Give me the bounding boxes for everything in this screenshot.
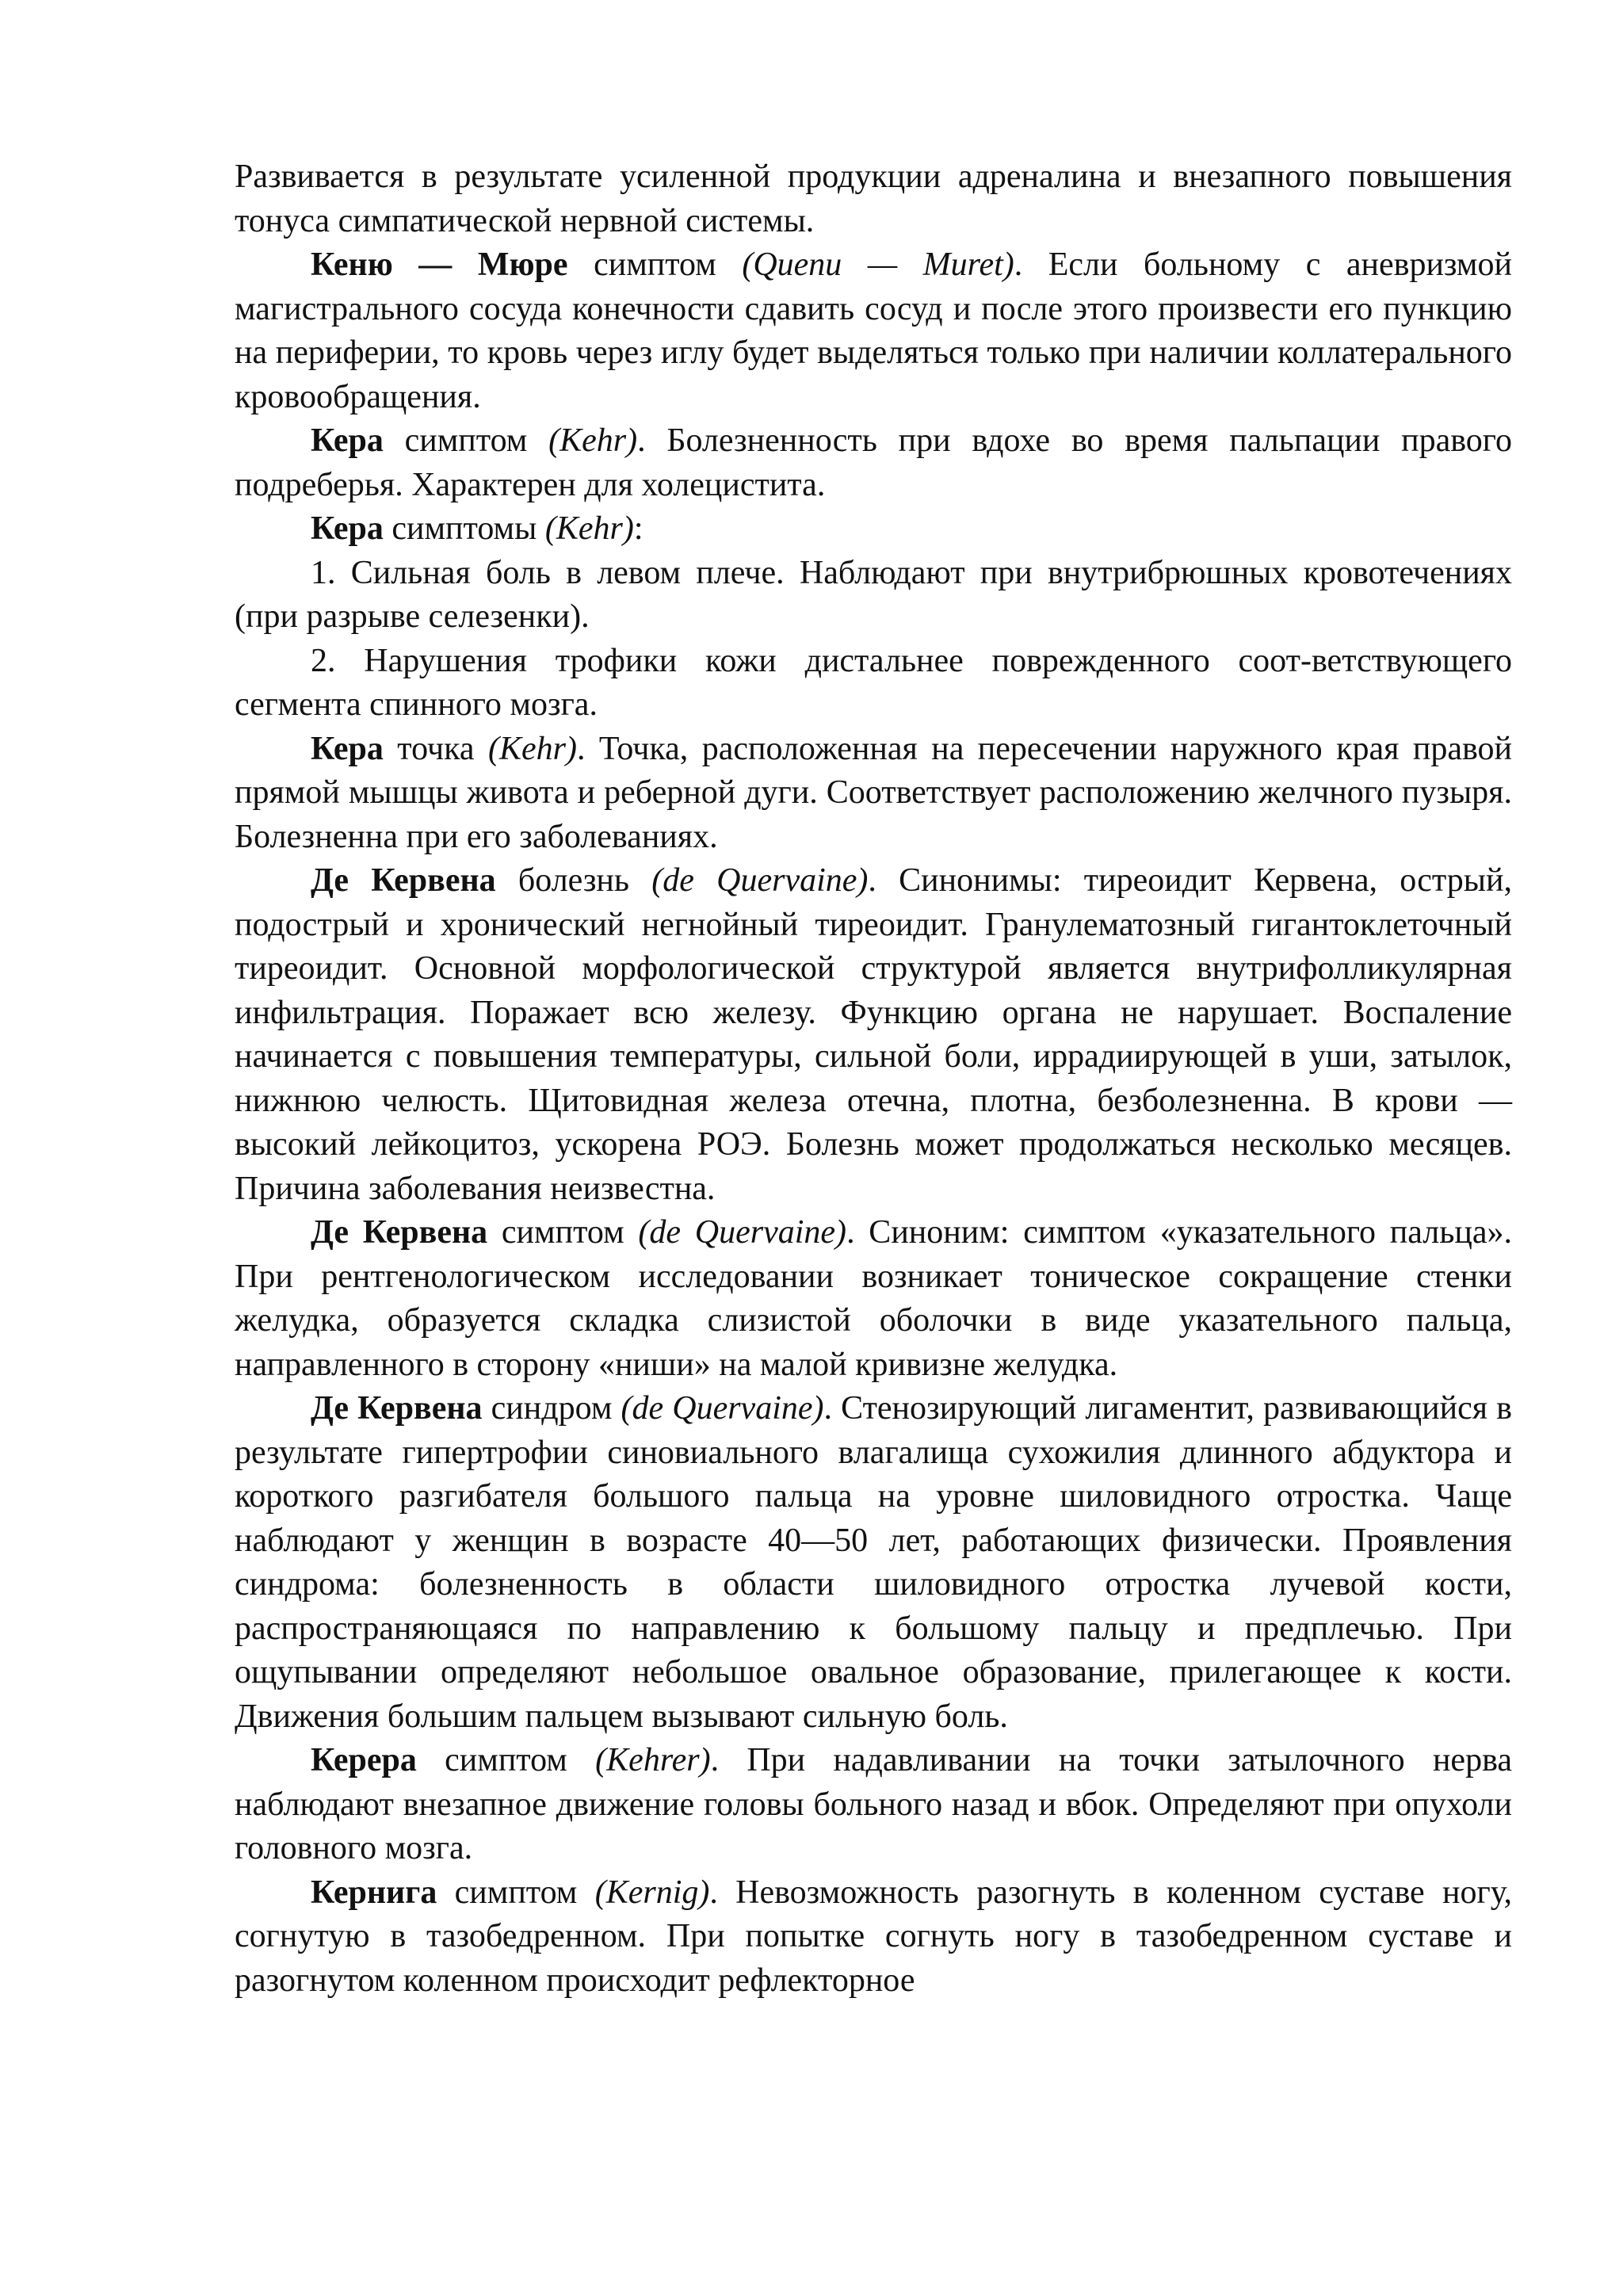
entry-type: болезнь	[495, 862, 652, 899]
entry-type: симптом	[437, 1874, 595, 1911]
entry-definition: :	[633, 510, 643, 547]
entry-de-kervena-disease	[235, 859, 1512, 1211]
entry-de-kervena-syndrome	[235, 1387, 1512, 1739]
entry-type: симптом	[383, 422, 549, 459]
entry-definition: . Стенозирующий лигаментит, развивающийся в результате гипертрофии синовиального влагалища сухожилия длинного абдуктора и короткого разгибателя большого пальца на уровне шиловидного отростка. Чаще наблюдают у женщин в возрасте 40—50 лет, работающих физически. Проявления синдрома: болезненность в области шиловидного отростка лучевой кости, распространяющаяся по направлению к большому пальцу и предплечью. При ощупывании определяют небольшое овальное образование, прилегающее к кости. Движения большим пальцем вызывают сильную боль.	[235, 1390, 1512, 1735]
entry-type: симптом	[487, 1214, 639, 1251]
entry-latin-name: (Kehr)	[548, 422, 638, 459]
list-item-1	[235, 552, 1512, 640]
entry-term: Де Кервена	[311, 862, 496, 899]
entry-type: симптом	[567, 246, 743, 283]
entry-latin-name: (Kehr)	[487, 730, 577, 767]
list-item-text: 2. Нарушения трофики кожи дистальнее поврежденного соот-ветствующего сегмента спинного мозга.	[235, 642, 1512, 723]
list-item-text: 1. Сильная боль в левом плече. Наблюдают при внутрибрюшных кровотечениях (при разрыве селезенки).	[235, 554, 1512, 635]
paragraph-continuation	[235, 155, 1512, 243]
entry-latin-name: (Kehr)	[544, 510, 634, 547]
entry-term: Кера	[311, 510, 384, 547]
entry-kenu-mure-symptom	[235, 243, 1512, 419]
entry-kerera-symptom	[235, 1739, 1512, 1871]
entry-definition: . Невозможность разогнуть в коленном суставе ногу, согнутую в тазобедренном. При попытке согнуть ногу в тазобедренном суставе и разогнутом коленном происходит рефлекторное	[235, 1874, 1512, 1999]
entry-kerniga-symptom	[235, 1871, 1512, 2004]
entry-de-kervena-symptom	[235, 1211, 1512, 1387]
entry-definition: . Болезненность при вдохе во время пальпации правого подреберья. Характерен для холецистита.	[235, 422, 1512, 503]
entry-term: Де Кервена	[311, 1214, 488, 1251]
entry-latin-name: (Kehrer)	[595, 1742, 711, 1778]
entry-term: Кернига	[311, 1874, 437, 1911]
entry-term: Кера	[311, 422, 384, 459]
entry-latin-name: (Kernig)	[594, 1874, 710, 1911]
entry-kera-symptom	[235, 419, 1512, 507]
entry-type: синдром	[482, 1390, 621, 1427]
entry-term: Керера	[311, 1742, 417, 1778]
entry-definition: . Синонимы: тиреоидит Кервена, острый, подострый и хронический негнойный тиреоидит. Гранулематозный гигантоклеточный тиреоидит. Основной морфологической структурой является внутрифолликулярная инфильтрация. Поражает всю железу. Функцию органа не нарушает. Воспаление начинается с повышения температуры, сильной боли, иррадиирующей в уши, затылок, нижнюю челюсть. Щитовидная железа отечна, плотна, безболезненна. В крови — высокий лейкоцитоз, ускорена РОЭ. Болезнь может продолжаться несколько месяцев. Причина заболевания неизвестна.	[235, 862, 1512, 1207]
entry-latin-name: (de Quervaine)	[638, 1214, 847, 1251]
entry-term: Де Кервена	[311, 1390, 483, 1427]
entry-latin-name: (de Quervaine)	[621, 1390, 824, 1427]
entry-type: симптомы	[383, 510, 545, 547]
entry-latin-name: (de Quervaine)	[651, 862, 869, 899]
entry-type: точка	[383, 730, 488, 767]
entry-definition: . Если больному с аневризмой магистрального сосуда конечности сдавить сосуд и после этого произвести его пункцию на периферии, то кровь через иглу будет выделяться только при наличии коллатерального кровообращения.	[235, 246, 1512, 415]
entry-kera-symptoms	[235, 507, 1512, 552]
list-item-2	[235, 640, 1512, 728]
entry-definition: . При надавливании на точки затылочного нерва наблюдают внезапное движение головы больного назад и вбок. Определяют при опухоли головного мозга.	[235, 1742, 1512, 1866]
entry-latin-name: (Quenu — Muret)	[742, 246, 1014, 283]
entry-term: Кеню — Мюре	[311, 246, 568, 283]
entry-term: Кера	[311, 730, 384, 767]
paragraph-text: Развивается в результате усиленной продукции адреналина и внезапного повышения тонуса симпатической нервной системы.	[235, 159, 1512, 239]
entry-definition: . Синоним: симптом «указательного пальца». При рентгенологическом исследовании возникает тоническое сокращение стенки желудка, образуется складка слизистой оболочки в виде указательного пальца, направленного в сторону «ниши» на малой кривизне желудка.	[235, 1214, 1512, 1383]
entry-definition: . Точка, расположенная на пересечении наружного края правой прямой мышцы живота и реберной дуги. Соответствует расположению желчного пузыря. Болезненна при его заболеваниях.	[235, 730, 1512, 855]
document-page	[235, 155, 1512, 2003]
entry-kera-point	[235, 728, 1512, 860]
entry-type: симптом	[416, 1742, 596, 1778]
